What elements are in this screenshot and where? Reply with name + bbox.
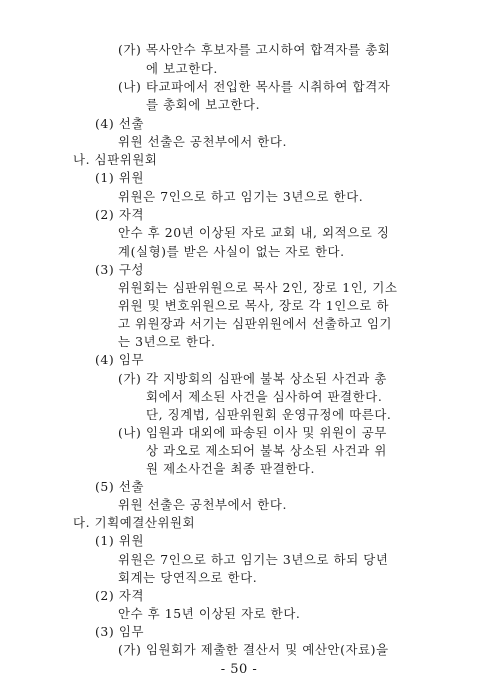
section-heading: (4) 선출 <box>95 116 145 131</box>
section-heading: (2) 자격 <box>95 588 145 603</box>
text-line: 단, 징계법, 심판위원회 운영규정에 따른다. <box>146 407 392 422</box>
text-line: 고 위원장과 서기는 심판위원에서 선출하고 임기 <box>118 316 393 331</box>
text-line: 원 제소사건을 최종 판결한다. <box>146 461 315 476</box>
text-line: 위원은 7인으로 하고 임기는 3년으로 한다. <box>118 189 364 204</box>
text-line: (가) 각 지방회의 심판에 불복 상소된 사건과 총 <box>118 371 387 386</box>
text-line: 위원회는 심판위원으로 목사 2인, 장로 1인, 기소 <box>118 280 398 295</box>
text-line: 위원 선출은 공천부에서 한다. <box>118 497 287 512</box>
section-heading: (3) 임무 <box>95 624 145 639</box>
section-heading: (5) 선출 <box>95 479 145 494</box>
section-heading: (1) 위원 <box>95 170 145 185</box>
text-line: 위원은 7인으로 하고 임기는 3년으로 하되 당년 <box>118 552 389 567</box>
text-line: 안수 후 15년 이상된 자로 한다. <box>118 606 301 621</box>
section-heading: (1) 위원 <box>95 533 145 548</box>
text-line: 위원 및 변호위원으로 목사, 장로 각 1인으로 하 <box>118 298 390 313</box>
text-line: 계(실형)를 받은 사실이 없는 자로 한다. <box>118 244 345 259</box>
page-number: - 50 - <box>220 662 258 677</box>
text-line: 회에서 제소된 사건을 심사하여 판결한다. <box>146 389 383 404</box>
text-line: 를 총회에 보고한다. <box>146 97 261 112</box>
text-line: (가) 임원회가 제출한 결산서 및 예산안(자료)을 <box>118 642 389 657</box>
text-line: (나) 임원과 대외에 파송된 이사 및 위원이 공무 <box>118 425 387 440</box>
section-heading: (4) 임무 <box>95 352 145 367</box>
text-line: 에 보고한다. <box>146 61 218 76</box>
section-heading: 다. 기획예결산위원회 <box>73 515 196 530</box>
section-heading: (2) 자격 <box>95 207 145 222</box>
text-line: 회계는 당연직으로 한다. <box>118 570 258 585</box>
text-line: (가) 목사안수 후보자를 고시하여 합격자를 총회 <box>118 42 391 57</box>
text-line: 안수 후 20년 이상된 자로 교회 내, 외적으로 징 <box>118 225 390 240</box>
text-line: 위원 선출은 공천부에서 한다. <box>118 134 287 149</box>
text-line: (나) 타교파에서 전입한 목사를 시취하여 합격자 <box>118 79 391 94</box>
text-line: 상 과오로 제소되어 불복 상소된 사건과 위 <box>146 443 387 458</box>
section-heading: 나. 심판위원회 <box>73 152 158 167</box>
section-heading: (3) 구성 <box>95 262 145 277</box>
text-line: 는 3년으로 한다. <box>118 334 216 349</box>
